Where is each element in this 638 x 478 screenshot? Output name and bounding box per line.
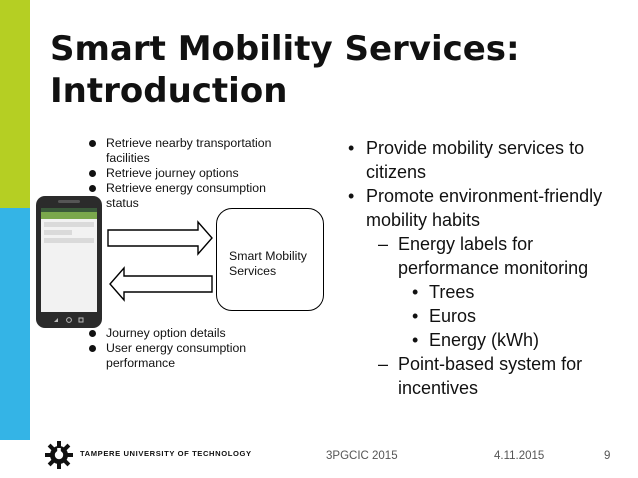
bullet-text: Promote environment-friendly mobility habits bbox=[366, 186, 603, 230]
sub-sub-bullet-text: Energy (kWh) bbox=[429, 330, 540, 350]
gear-logo-icon bbox=[44, 440, 74, 470]
outline-arrow-left-icon bbox=[110, 268, 212, 300]
footer-page-number: 9 bbox=[604, 450, 611, 462]
sub-bullet-text: Energy labels for performance monitoring bbox=[398, 234, 589, 278]
sub-sub-bullet-item bbox=[348, 280, 618, 304]
bullet-item bbox=[348, 136, 618, 184]
bullet-dot bbox=[89, 345, 96, 352]
sub-bullet-item bbox=[348, 232, 618, 280]
title-line-1: Smart Mobility Services: bbox=[50, 29, 520, 69]
main-bullet-list bbox=[348, 136, 618, 400]
response-item bbox=[86, 326, 286, 341]
service-box-label: Smart Mobility Services bbox=[229, 249, 307, 278]
request-item-text: Retrieve energy consumption status bbox=[106, 181, 266, 210]
title-line-2: Introduction bbox=[50, 71, 288, 111]
response-item bbox=[86, 341, 286, 371]
bullet-dot bbox=[89, 330, 96, 337]
university-name: TAMPERE UNIVERSITY OF TECHNOLOGY bbox=[80, 449, 252, 458]
dash-mark: – bbox=[378, 234, 389, 254]
sub-sub-bullet-text: Euros bbox=[429, 306, 477, 326]
footer-conference: 3PGCIC 2015 bbox=[326, 450, 398, 462]
smart-mobility-services-box bbox=[216, 208, 324, 311]
response-list bbox=[86, 326, 286, 371]
bullet-text: Provide mobility services to citizens bbox=[366, 138, 585, 182]
bullet-item bbox=[348, 184, 618, 232]
request-item-text: Retrieve nearby transportation facilities bbox=[106, 136, 272, 165]
response-item-text: Journey option details bbox=[106, 326, 226, 340]
dash-mark: – bbox=[378, 354, 389, 374]
sub-bullet-text: Point-based system for incentives bbox=[398, 354, 583, 398]
bullet-mark: • bbox=[412, 282, 419, 302]
sub-sub-bullet-text: Trees bbox=[429, 282, 475, 302]
bullet-mark: • bbox=[348, 138, 355, 158]
bullet-mark: • bbox=[348, 186, 355, 206]
bullet-mark: • bbox=[412, 306, 419, 326]
response-item-text: User energy consumption performance bbox=[106, 341, 247, 370]
request-item-text: Retrieve journey options bbox=[106, 166, 239, 180]
bullet-mark: • bbox=[412, 330, 419, 350]
sub-sub-bullet-item bbox=[348, 304, 618, 328]
sub-sub-bullet-item bbox=[348, 328, 618, 352]
footer-date: 4.11.2015 bbox=[494, 450, 545, 462]
outline-arrow-right-icon bbox=[108, 222, 212, 254]
sub-bullet-item bbox=[348, 352, 618, 400]
